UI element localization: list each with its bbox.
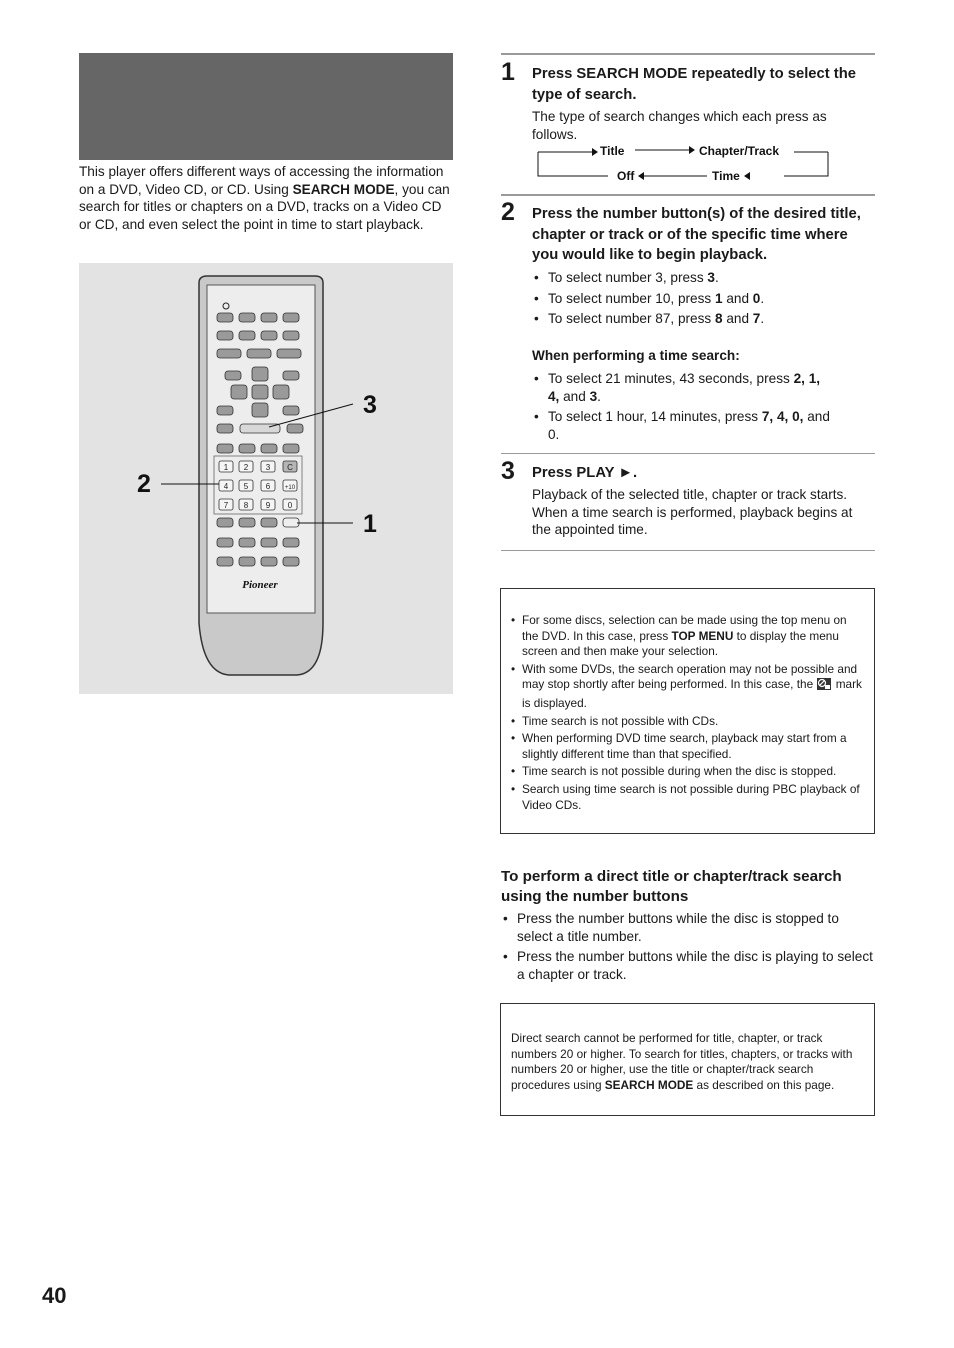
remote-key-plus10: +10: [284, 485, 296, 491]
step-1-heading: Press SEARCH MODE repeatedly to select the type of search.: [532, 66, 856, 103]
list-item: • For some discs, selection can be made using the top menu on the DVD. In this case, press TOP MENU to display the menu screen and then make your selection.: [511, 613, 863, 660]
diagram-label-time: Time: [712, 169, 740, 183]
search-mode-cycle-diagram: [532, 140, 832, 186]
step-1-body: The type of search changes which each press as follows.: [532, 109, 827, 142]
remote-key-7: 7: [223, 501, 229, 510]
list-item: • To select 21 minutes, 43 seconds, press 2, 1, 4, and 3.: [532, 370, 832, 405]
step-2-number: 2: [501, 198, 515, 226]
step-3-body: Playback of the selected title, chapter or track starts. When a time search is performed, playback begins at the appointed time.: [532, 487, 853, 538]
time-search-bullet-list: [532, 370, 832, 446]
rule-step-end: [501, 550, 875, 551]
step-2-bullet-list: [532, 269, 872, 331]
remote-key-8: 8: [243, 501, 249, 510]
section-header-bar: [79, 53, 453, 160]
prohibited-disc-icon: [816, 677, 832, 696]
remote-control-illustration: [79, 263, 453, 694]
callout-2: 2: [137, 470, 151, 498]
list-item: • Press the number buttons while the disc is playing to select a chapter or track.: [501, 948, 875, 983]
callout-3: 3: [363, 391, 377, 419]
rule-top: [501, 53, 875, 55]
list-item: • Time search is not possible with CDs.: [511, 714, 863, 730]
remote-key-2: 2: [243, 463, 249, 472]
remote-key-1: 1: [223, 463, 229, 472]
list-item: • To select number 87, press 8 and 7.: [532, 310, 872, 328]
list-item: • To select 1 hour, 14 minutes, press 7, 4, 0, and 0.: [532, 408, 832, 443]
remote-key-c: C: [287, 463, 293, 472]
remote-figure-panel: [79, 263, 453, 694]
direct-search-heading: To perform a direct title or chapter/track search using the number buttons: [501, 868, 842, 905]
list-item: • Press the number buttons while the disc is stopped to select a title number.: [501, 910, 875, 945]
diagram-label-chapter-track: Chapter/Track: [699, 144, 780, 158]
diagram-label-title: Title: [600, 144, 625, 158]
remote-key-5: 5: [243, 482, 249, 491]
intro-paragraph: This player offers different ways of accessing the information on a DVD, Video CD, or CD. Using SEARCH MODE, you can search for titles or chapters on a DVD, tracks on a Video CD or CD, and even select the point in time to start playback.: [79, 164, 450, 232]
remote-key-6: 6: [265, 482, 271, 491]
list-item: • To select number 3, press 3.: [532, 269, 872, 287]
note-2-text: Direct search cannot be performed for title, chapter, or track numbers 20 or higher. To search for titles, chapters, or tracks with numbers 20 or higher, use the title or chapter/track search procedures using SEARCH MODE as described on this page.: [511, 1031, 853, 1092]
list-item: • With some DVDs, the search operation may not be possible and may stop shortly after being performed. In this case, the mark is displayed.: [511, 662, 863, 712]
note-box-1: [500, 588, 875, 834]
remote-key-0: 0: [287, 501, 293, 510]
rule-step-3: [501, 453, 875, 454]
remote-key-4: 4: [223, 482, 229, 491]
callout-1: 1: [363, 510, 377, 538]
page-number: 40: [42, 1283, 67, 1308]
list-item: • Time search is not possible during when the disc is stopped.: [511, 764, 863, 780]
remote-key-9: 9: [265, 501, 271, 510]
note-1-list: [511, 613, 863, 815]
step-3-number: 3: [501, 457, 515, 485]
list-item: • Search using time search is not possible during PBC playback of Video CDs.: [511, 782, 863, 813]
step-1-number: 1: [501, 58, 515, 86]
step-2-heading: Press the number button(s) of the desired title, chapter or track or of the specific time where you would like to begin playback.: [532, 206, 861, 263]
step-3-heading: Press PLAY ►.: [532, 465, 638, 481]
diagram-label-off: Off: [617, 169, 635, 183]
direct-search-bullet-list: [501, 910, 875, 986]
rule-step-2: [501, 194, 875, 196]
note-box-2: [500, 1003, 875, 1116]
list-item: • When performing DVD time search, playback may start from a slightly different time than that specified.: [511, 731, 863, 762]
time-search-subheading: When performing a time search:: [532, 348, 740, 363]
remote-brand-logo: Pioneer: [242, 579, 278, 591]
remote-key-3: 3: [265, 463, 271, 472]
list-item: • To select number 10, press 1 and 0.: [532, 290, 872, 308]
